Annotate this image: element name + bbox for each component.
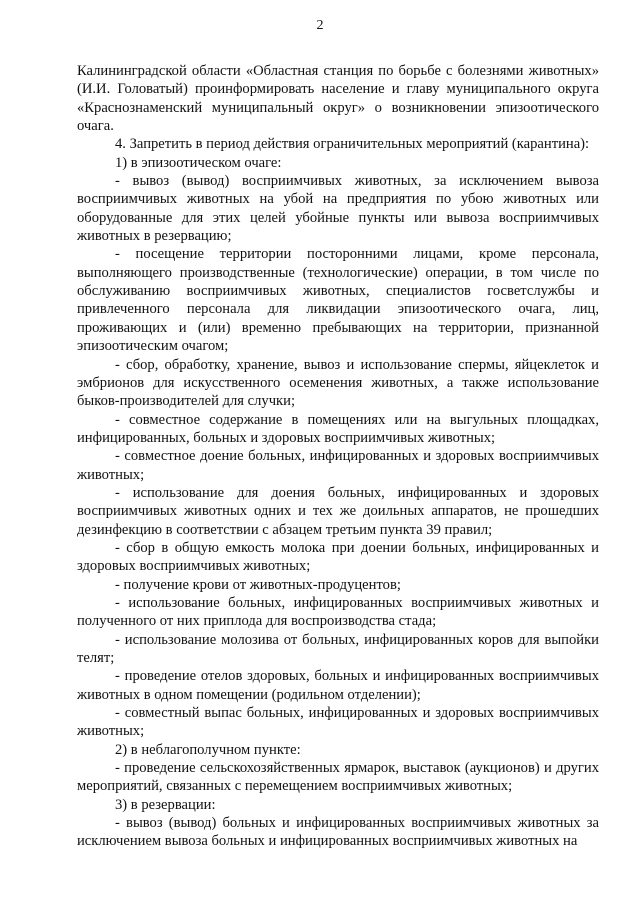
list-item: - совместное содержание в помещениях или на выгульных площадках, инфицированных, больных и здоровых восприимчивых животных;: [77, 411, 599, 446]
page-number: 2: [316, 18, 324, 33]
paragraph: 2) в неблагополучном пункте:: [115, 741, 301, 758]
document-body: [77, 62, 599, 851]
paragraph: 3) в резервации:: [115, 796, 216, 813]
list-item: - проведение отелов здоровых, больных и инфицированных восприимчивых животных в одном помещении (родильном отделении);: [77, 668, 599, 703]
list-item: - использование молозива от больных, инфицированных коров для выпойки телят;: [77, 631, 599, 666]
paragraph-continuation: Калининградской области «Областная станция по борьбе с болезнями животных» (И.И. Головатый) проинформировать население и главу муниципального округа «Краснознаменский муниципальный округ» о возникновении эпизоотического очага.: [77, 63, 599, 135]
list-item: - сбор, обработку, хранение, вывоз и использование спермы, яйцеклеток и эмбрионов для искусственного осеменения животных, а также использование быков-производителей для случки;: [77, 356, 599, 410]
paragraph: 1) в эпизоотическом очаге:: [115, 154, 282, 171]
list-item: - вывоз (вывод) больных и инфицированных восприимчивых животных за исключением вывоза больных и инфицированных восприимчивых животных на: [77, 815, 599, 850]
list-item: - совместный выпас больных, инфицированных и здоровых восприимчивых животных;: [77, 705, 599, 740]
list-item: - сбор в общую емкость молока при доении больных, инфицированных и здоровых восприимчивых животных;: [77, 539, 599, 575]
list-item: - использование для доения больных, инфицированных и здоровых восприимчивых животных одних и тех же доильных аппаратов, не прошедших дезинфекцию в соответствии с абзацем третьим пункта 39 правил;: [77, 484, 599, 538]
list-item: - использование больных, инфицированных восприимчивых животных и полученного от них приплода для воспроизводства стада;: [77, 594, 599, 630]
list-item: - проведение сельскохозяйственных ярмарок, выставок (аукционов) и других мероприятий, связанных с перемещением восприимчивых животных;: [77, 760, 599, 795]
list-item: - посещение территории посторонними лицами, кроме персонала, выполняющего производственные (технологические) операции, в том числе по обслуживанию восприимчивых животных, специалистов госветслужбы и привлеченного персонала для ликвидации эпизоотического очага, лиц, проживающих и (или) временно пребывающих на территории, признанной эпизоотическим очагом;: [77, 246, 599, 355]
list-item: - получение крови от животных-продуцентов;: [115, 576, 401, 593]
list-item: - вывоз (вывод) восприимчивых животных, за исключением вывоза восприимчивых животных на убой на предприятия по убою животных или оборудованные для этих целей убойные пункты или вывоза восприимчивых животных в резервацию;: [77, 173, 599, 245]
paragraph: 4. Запретить в период действия ограничительных мероприятий (карантина):: [115, 136, 590, 153]
list-item: - совместное доение больных, инфицированных и здоровых восприимчивых животных;: [77, 448, 599, 483]
